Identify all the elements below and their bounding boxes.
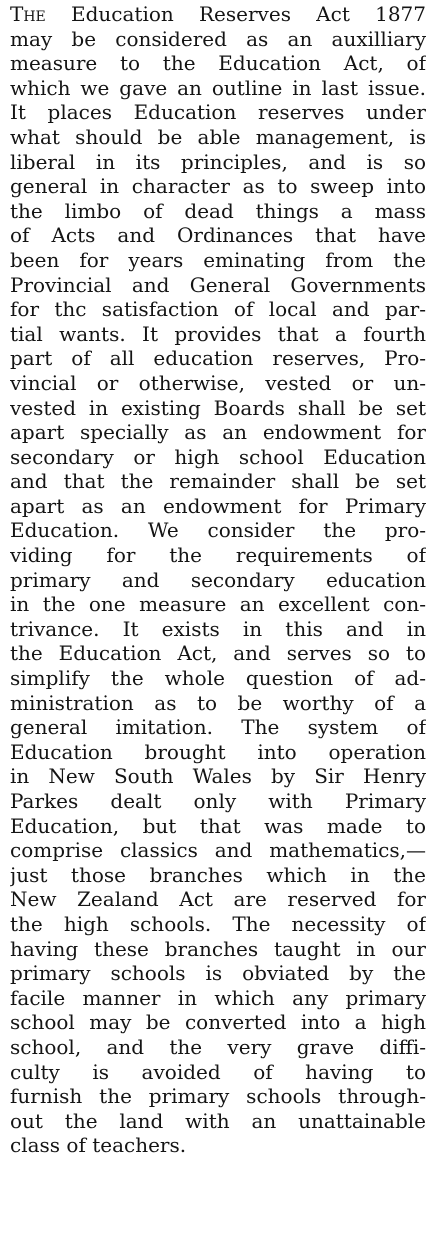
article-line: Provincial and General Governments <box>10 272 426 297</box>
article-line: been for years eminating from the <box>10 247 426 272</box>
article-line: primary schools is obviated by the <box>10 961 426 986</box>
article-line: apart specially as an endowment for <box>10 420 426 445</box>
article-line: school may be converted into a high <box>10 1010 426 1035</box>
article-line: vested in existing Boards shall be set <box>10 395 426 420</box>
article-line: measure to the Education Act, of <box>10 51 426 76</box>
article-line: in the one measure an excellent con- <box>10 592 426 617</box>
article-line-1 <box>10 2 426 27</box>
article-line: primary and secondary education <box>10 567 426 592</box>
article-line: Education brought into operation <box>10 739 426 764</box>
article-line: the Education Act, and serves so to <box>10 641 426 666</box>
article-line: the limbo of dead things a mass <box>10 198 426 223</box>
article-line: the high schools. The necessity of <box>10 911 426 936</box>
article-line: of Acts and Ordinances that have <box>10 223 426 248</box>
article-line: general in character as to sweep into <box>10 174 426 199</box>
article-line: having these branches taught in our <box>10 936 426 961</box>
article-line: secondary or high school Education <box>10 444 426 469</box>
article-line: facile manner in which any primary <box>10 985 426 1010</box>
article-line: trivance. It exists in this and in <box>10 616 426 641</box>
article-line: Parkes dealt only with Primary <box>10 789 426 813</box>
article-line: what should be able management, is <box>10 124 426 149</box>
article-line: viding for the requirements of <box>10 543 426 568</box>
article-line: and that the remainder shall be set <box>10 469 426 494</box>
article-line: ministration as to be worthy of a <box>10 690 426 715</box>
article-line-1-text: Education Reserves Act 1877 <box>45 2 426 26</box>
article-line: part of all education reserves, Pro- <box>10 346 426 371</box>
article-column <box>10 2 426 1158</box>
article-line: class of teachers. <box>10 1133 187 1158</box>
article-line: general imitation. The system of <box>10 715 426 740</box>
article-line: It places Education reserves under <box>10 100 426 125</box>
article-line: vincial or otherwise, vested or un- <box>10 370 426 395</box>
article-line: for thc satisfaction of local and par- <box>10 297 426 322</box>
article-line: culty is avoided of having to <box>10 1059 426 1084</box>
article-line: New Zealand Act are reserved for <box>10 887 426 912</box>
article-line: comprise classics and mathematics,— <box>10 838 426 863</box>
article-line: which we gave an outline in last issue. <box>10 75 426 100</box>
article-line: may be considered as an auxilliary <box>10 26 426 51</box>
article-line: out the land with an unattainable <box>10 1108 426 1133</box>
article-line: liberal in its principles, and is so <box>10 149 426 174</box>
article-line: apart as an endowment for Primary <box>10 493 426 518</box>
article-line: just those branches which in the <box>10 862 426 887</box>
article-line: in New South Wales by Sir Henry <box>10 764 426 789</box>
article-line: Education, but that was made to <box>10 813 426 838</box>
article-line: school, and the very grave diffi- <box>10 1034 426 1059</box>
article-lead-word: The <box>10 2 46 26</box>
article-line: Education. We consider the pro- <box>10 518 426 543</box>
article-line: furnish the primary schools through- <box>10 1084 426 1109</box>
article-line: simplify the whole question of ad- <box>10 666 426 691</box>
article-line: tial wants. It provides that a fourth <box>10 321 426 346</box>
